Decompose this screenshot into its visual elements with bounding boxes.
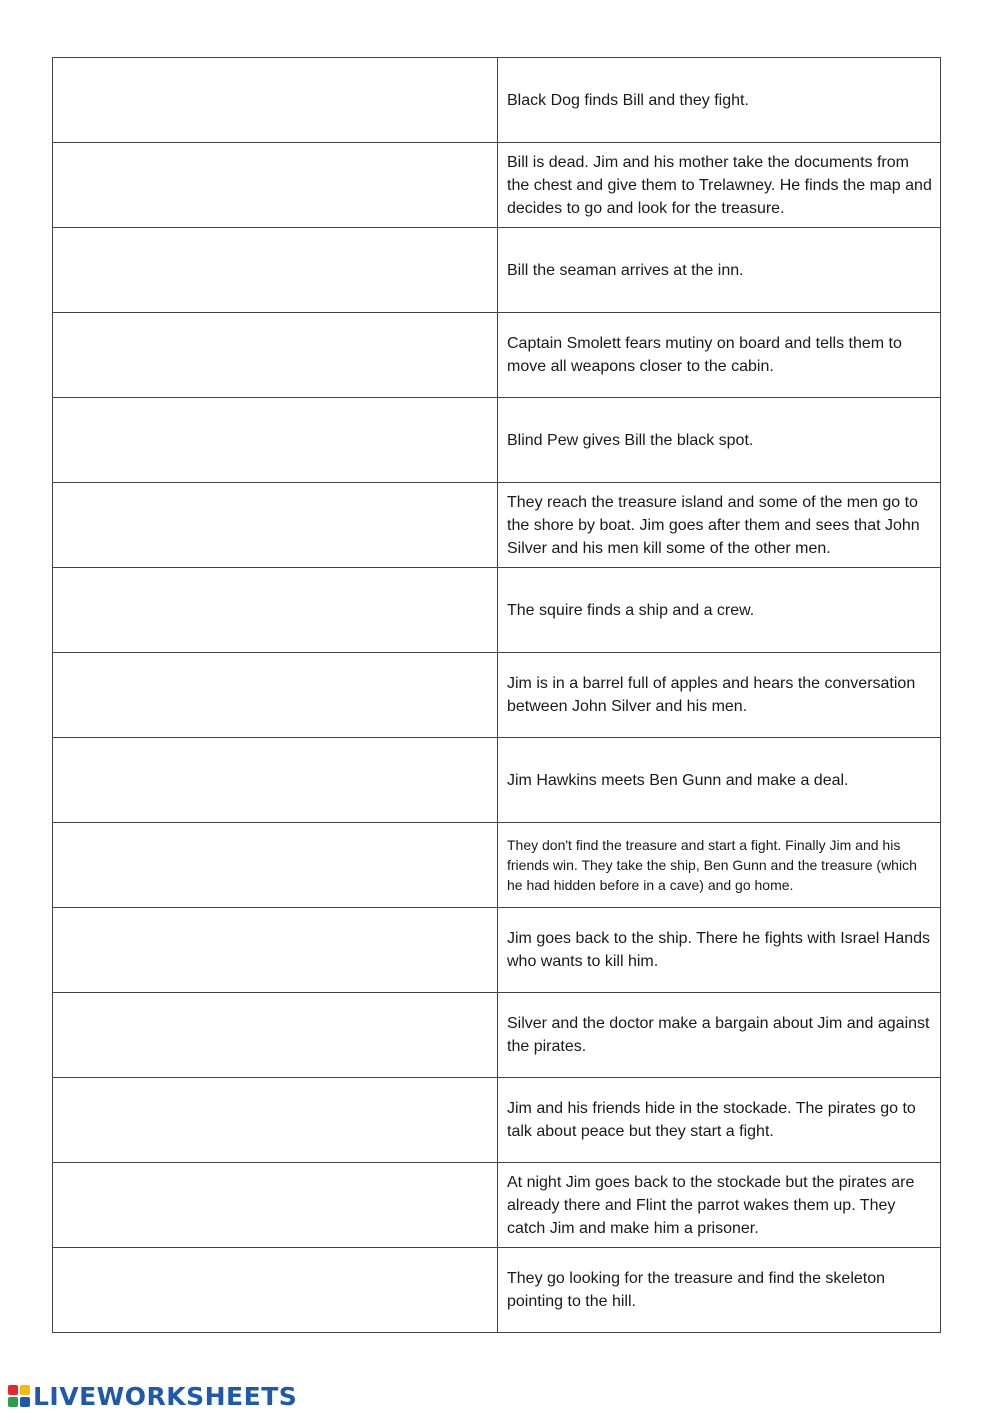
event-text: At night Jim goes back to the stockade but the pirates are already there and Flint the parrot wakes them up. They catch Jim and make him a prisoner. [498,1163,941,1248]
table-row [53,313,941,398]
answer-cell[interactable] [53,568,498,653]
event-text: They reach the treasure island and some of the men go to the shore by boat. Jim goes after them and sees that John Silver and his men kill some of the other men. [498,483,941,568]
event-text: They go looking for the treasure and find the skeleton pointing to the hill. [498,1248,941,1333]
table-row [53,993,941,1078]
answer-cell[interactable] [53,738,498,823]
answer-cell[interactable] [53,1248,498,1333]
answer-cell[interactable] [53,653,498,738]
brand-name: LIVEWORKSHEETS [33,1381,298,1411]
event-text: Blind Pew gives Bill the black spot. [498,398,941,483]
worksheet-table [52,57,941,1333]
answer-cell[interactable] [53,58,498,143]
table-row [53,1078,941,1163]
answer-cell[interactable] [53,398,498,483]
event-text: Bill the seaman arrives at the inn. [498,228,941,313]
answer-cell[interactable] [53,143,498,228]
answer-cell[interactable] [53,993,498,1078]
event-text: They don't find the treasure and start a fight. Finally Jim and his friends win. They take the ship, Ben Gunn and the treasure (which he had hidden before in a cave) and go home. [498,823,941,908]
event-text: Bill is dead. Jim and his mother take the documents from the chest and give them to Trelawney. He finds the map and decides to go and look for the treasure. [498,143,941,228]
footer-brand[interactable] [8,1381,297,1411]
event-text: Jim Hawkins meets Ben Gunn and make a deal. [498,738,941,823]
event-text: Black Dog finds Bill and they fight. [498,58,941,143]
table-row [53,143,941,228]
answer-cell[interactable] [53,823,498,908]
table-row [53,58,941,143]
table-row [53,1163,941,1248]
logo-square-2 [20,1385,30,1395]
event-text: Captain Smolett fears mutiny on board and tells them to move all weapons closer to the cabin. [498,313,941,398]
event-text: The squire finds a ship and a crew. [498,568,941,653]
table-row [53,738,941,823]
event-text: Jim goes back to the ship. There he fights with Israel Hands who wants to kill him. [498,908,941,993]
answer-cell[interactable] [53,483,498,568]
table-row [53,908,941,993]
event-text: Silver and the doctor make a bargain about Jim and against the pirates. [498,993,941,1078]
event-text: Jim is in a barrel full of apples and hears the conversation between John Silver and his men. [498,653,941,738]
table-row [53,483,941,568]
answer-cell[interactable] [53,313,498,398]
answer-cell[interactable] [53,908,498,993]
table-row [53,1248,941,1333]
liveworksheets-logo-icon [8,1385,30,1407]
event-text: Jim and his friends hide in the stockade. The pirates go to talk about peace but they start a fight. [498,1078,941,1163]
answer-cell[interactable] [53,1078,498,1163]
table-row [53,568,941,653]
logo-square-1 [8,1385,18,1395]
answer-cell[interactable] [53,1163,498,1248]
logo-square-4 [20,1397,30,1407]
table-row [53,653,941,738]
table-row [53,228,941,313]
answer-cell[interactable] [53,228,498,313]
table-row [53,823,941,908]
worksheet-rows [53,58,941,1333]
logo-square-3 [8,1397,18,1407]
table-row [53,398,941,483]
